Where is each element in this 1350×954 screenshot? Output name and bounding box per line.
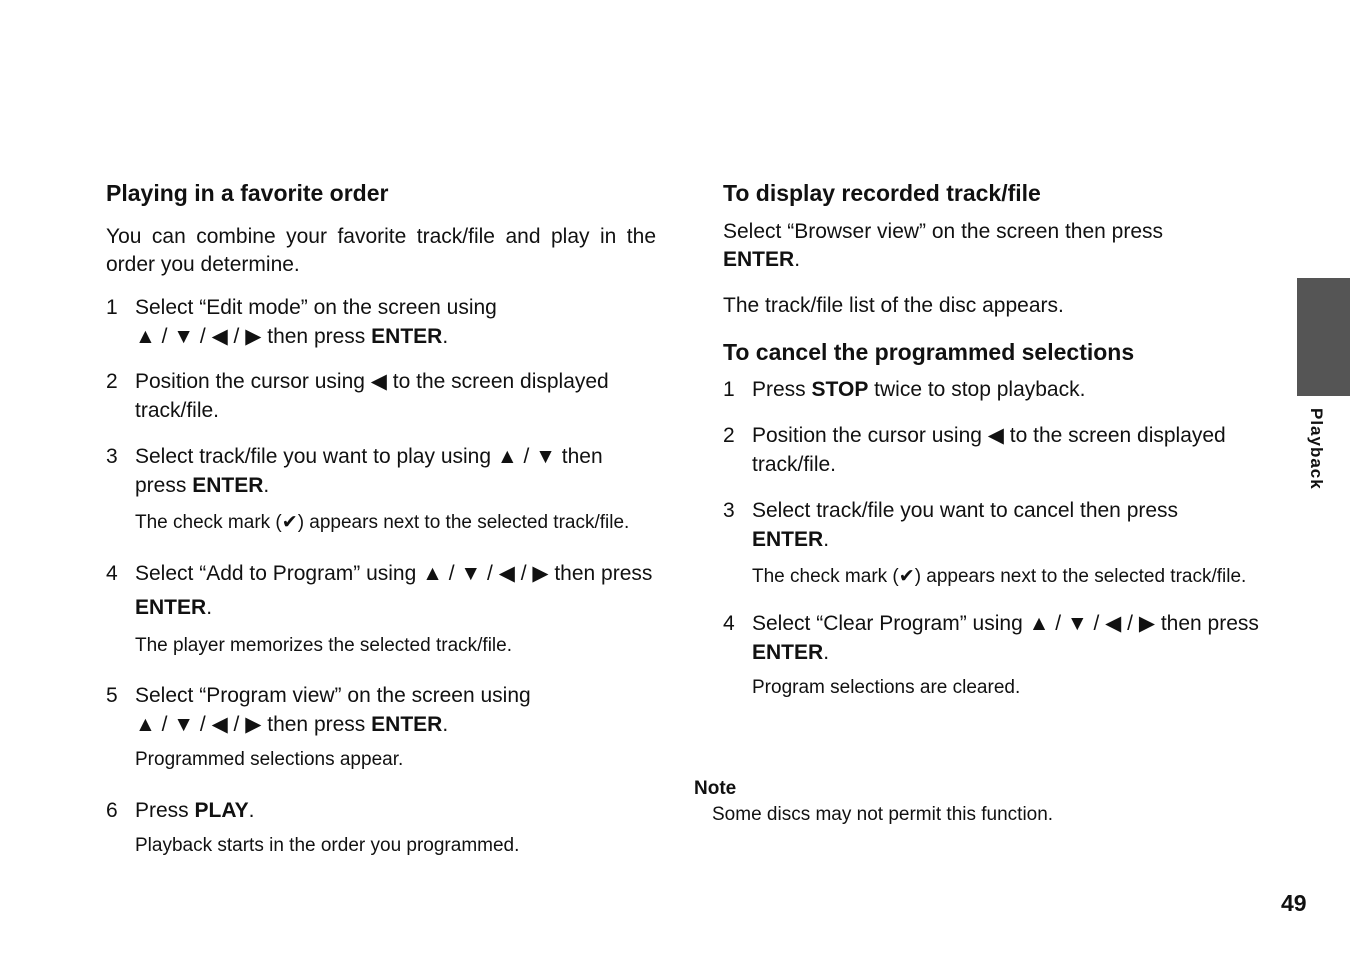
check-mark-icon: ✔ bbox=[898, 566, 915, 587]
chapter-tab bbox=[1297, 278, 1350, 396]
step-number: 4 bbox=[106, 562, 118, 585]
step-number: 6 bbox=[106, 799, 118, 822]
step-5: 5 Select “Program view” on the screen using ▲ / ▼ / ◀ / ▶ then press ENTER. bbox=[106, 681, 656, 739]
step-number: 3 bbox=[106, 445, 118, 468]
note-text: Some discs may not permit this function. bbox=[712, 804, 1054, 825]
section-heading: To cancel the programmed selections bbox=[723, 339, 1135, 365]
step-number: 3 bbox=[723, 499, 735, 522]
step-number: 1 bbox=[106, 296, 118, 319]
key-name: ENTER bbox=[752, 641, 824, 664]
step-4: 4 Select “Add to Program” using ▲ / ▼ / ◀ / ▶ then press ENTER. bbox=[106, 557, 656, 625]
intro-text: You can combine your favorite track/file and play in the order you determine. bbox=[106, 225, 656, 276]
chapter-label: Playback bbox=[1307, 408, 1326, 490]
section-heading: Playing in a favorite order bbox=[106, 180, 389, 206]
key-name: ENTER bbox=[371, 325, 443, 348]
key-name: ENTER bbox=[135, 596, 207, 619]
note-block bbox=[694, 776, 1053, 828]
step-number: 4 bbox=[723, 612, 735, 635]
note-title: Note bbox=[694, 778, 737, 799]
page-number: 49 bbox=[1281, 890, 1307, 916]
step-text: Select “Edit mode” on the screen using bbox=[135, 296, 497, 319]
step-note: The check mark (✔) appears next to the selected track/file. bbox=[135, 512, 630, 533]
step-text: Position the cursor using ◀ to the screen displayed track/file. bbox=[135, 370, 609, 422]
step-text: Select “Add to Program” using ▲ / ▼ / ◀ / ▶ then press bbox=[135, 562, 653, 585]
cancel-step-3: 3 Select track/file you want to cancel then press ENTER. bbox=[723, 496, 1273, 554]
display-text: Select “Browser view” on the screen then press ENTER. bbox=[723, 220, 1164, 271]
check-mark-icon: ✔ bbox=[281, 512, 298, 533]
step-text: Select “Clear Program” using ▲ / ▼ / ◀ / ▶ then press bbox=[752, 612, 1259, 635]
step-note: The player memorizes the selected track/file. bbox=[135, 635, 512, 656]
step-number: 1 bbox=[723, 378, 735, 401]
arrow-keys: ▲ / ▼ / ◀ / ▶ bbox=[135, 713, 262, 736]
step-text: Select “Program view” on the screen using bbox=[135, 684, 531, 707]
step-1: 1 Select “Edit mode” on the screen using ▲ / ▼ / ◀ / ▶ then press ENTER. bbox=[106, 293, 656, 351]
step-6: 6 Press PLAY. bbox=[106, 796, 656, 825]
right-column bbox=[723, 178, 1273, 701]
step-number: 2 bbox=[106, 370, 118, 393]
step-text: Position the cursor using ◀ to the screen displayed track/file. bbox=[752, 424, 1226, 476]
key-name: STOP bbox=[811, 378, 869, 401]
step-text: Select track/file you want to play using ▲ / ▼ then press bbox=[135, 445, 603, 497]
left-column bbox=[106, 178, 656, 859]
key-name: ENTER bbox=[371, 713, 443, 736]
key-name: PLAY bbox=[194, 799, 249, 822]
key-name: ENTER bbox=[723, 248, 795, 271]
key-name: ENTER bbox=[752, 528, 824, 551]
step-note: The check mark (✔) appears next to the selected track/file. bbox=[752, 566, 1247, 587]
display-result: The track/file list of the disc appears. bbox=[723, 294, 1064, 317]
step-text: Select track/file you want to cancel then press bbox=[752, 499, 1179, 522]
cancel-step-4: 4 Select “Clear Program” using ▲ / ▼ / ◀ / ▶ then press ENTER. bbox=[723, 609, 1273, 667]
step-number: 2 bbox=[723, 424, 735, 447]
step-note: Programmed selections appear. bbox=[135, 749, 404, 770]
section-heading: To display recorded track/file bbox=[723, 180, 1041, 206]
step-2 bbox=[106, 367, 656, 425]
step-3: 3 Select track/file you want to play using ▲ / ▼ then press ENTER. bbox=[106, 442, 656, 500]
key-name: ENTER bbox=[192, 474, 264, 497]
step-note: Program selections are cleared. bbox=[752, 677, 1021, 698]
cancel-step-1: 1 Press STOP twice to stop playback. bbox=[723, 375, 1273, 404]
step-number: 5 bbox=[106, 684, 118, 707]
step-note: Playback starts in the order you programmed. bbox=[135, 835, 520, 856]
cancel-step-2 bbox=[723, 421, 1273, 479]
arrow-keys: ▲ / ▼ / ◀ / ▶ bbox=[135, 325, 262, 348]
